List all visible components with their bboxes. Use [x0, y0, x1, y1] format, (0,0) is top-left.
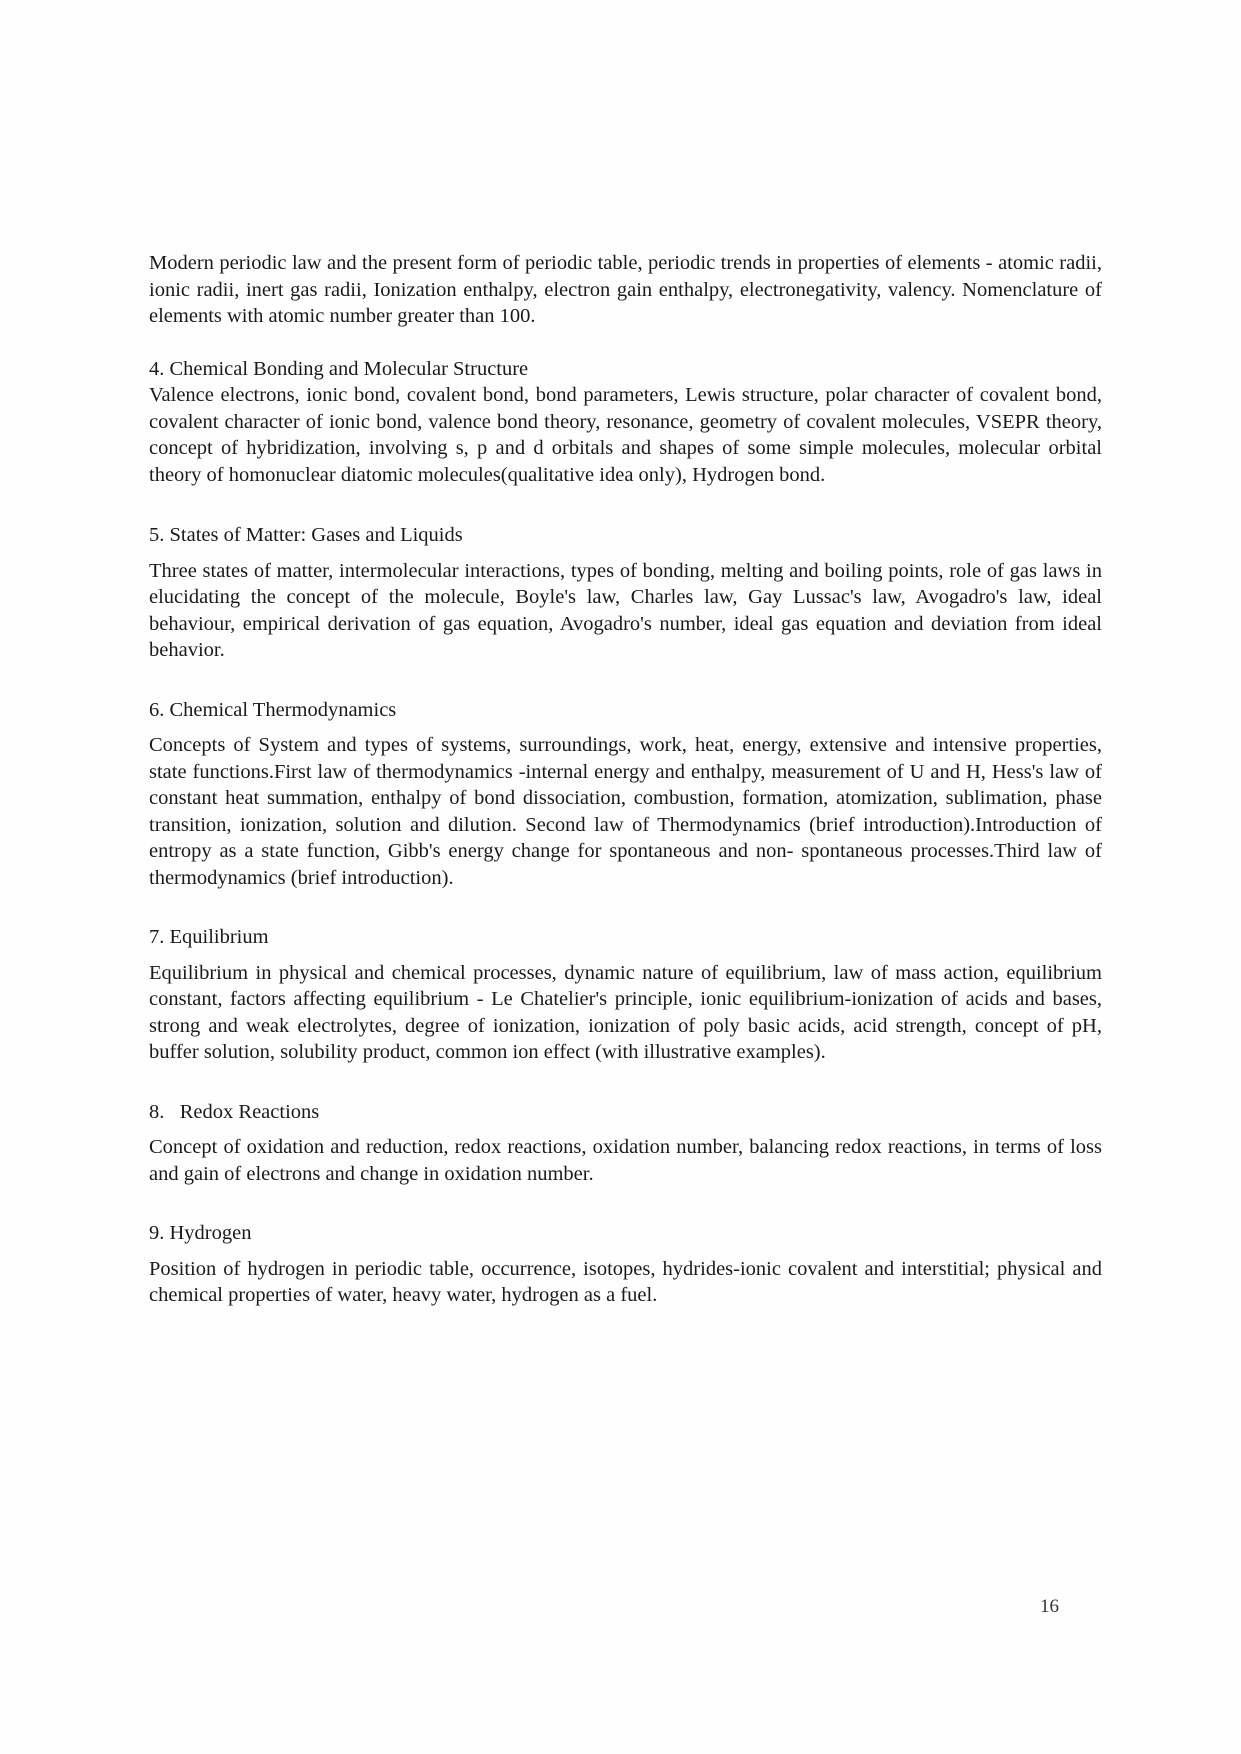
section-equilibrium [149, 924, 1102, 1066]
section-title: 8. Redox Reactions [149, 1100, 320, 1123]
page-number: 16 [1040, 1596, 1059, 1617]
section-title: 9. Hydrogen [149, 1222, 252, 1244]
section-thermodynamics [149, 697, 1102, 892]
section-title: 6. Chemical Thermodynamics [149, 698, 397, 721]
section-body: Equilibrium in physical and chemical processes, dynamic nature of equilibrium, law of mass action, equilibrium constant, factors affecting equilibrium - Le Chatelier's principle, ionic equilibrium-ionization of acids and bases, strong and weak electrolytes, degree of ionization, ionization of poly basic acids, acid strength, concept of pH, buffer solution, solubility product, common ion effect (with illustrative examples). [149, 961, 1102, 1063]
section-body: Three states of matter, intermolecular interactions, types of bonding, melting and boiling points, role of gas laws in elucidating the concept of the molecule, Boyle's law, Charles law, Gay Lussac's law, Avogadro's law, ideal behaviour, empirical derivation of gas equation, Avogadro's number, ideal gas equation and deviation from ideal behavior. [149, 559, 1102, 661]
section-states-of-matter [149, 522, 1102, 664]
section-title: 4. Chemical Bonding and Molecular Structure [149, 357, 529, 380]
section-body: Concept of oxidation and reduction, redox reactions, oxidation number, balancing redox reactions, in terms of loss and gain of electrons and change in oxidation number. [149, 1136, 1102, 1185]
section-title: 7. Equilibrium [149, 926, 269, 948]
section-body: Concepts of System and types of systems, surroundings, work, heat, energy, extensive and intensive properties, state functions.First law of thermodynamics -internal energy and enthalpy, measurement of U and H, Hess's law of constant heat summation, enthalpy of bond dissociation, combustion, formation, atomization, sublimation, phase transition, ionization, solution and dilution. Second law of Thermodynamics (brief introduction).Introduction of entropy as a state function, Gibb's energy change for spontaneous and non- spontaneous processes.Third law of thermodynamics (brief introduction). [149, 734, 1102, 889]
section-chemical-bonding [149, 356, 1102, 489]
section-hydrogen [149, 1220, 1102, 1309]
section-title: 5. States of Matter: Gases and Liquids [149, 524, 463, 546]
section-redox-reactions [149, 1099, 1102, 1188]
section-body: Position of hydrogen in periodic table, occurrence, isotopes, hydrides-ionic covalent and interstitial; physical and chemical properties of water, heavy water, hydrogen as a fuel. [149, 1257, 1102, 1306]
intro-paragraph: Modern periodic law and the present form of periodic table, periodic trends in properties of elements - atomic radii, ionic radii, inert gas radii, Ionization enthalpy, electron gain enthalpy, electronegativity, valency. Nomenclature of elements with atomic number greater than 100. [149, 252, 1102, 327]
section-body: Valence electrons, ionic bond, covalent bond, bond parameters, Lewis structure, polar character of covalent bond, covalent character of ionic bond, valence bond theory, resonance, geometry of covalent molecules, VSEPR theory, concept of hybridization, involving s, p and d orbitals and shapes of some simple molecules, molecular orbital theory of homonuclear diatomic molecules(qualitative idea only), Hydrogen bond. [149, 384, 1102, 486]
page-content [149, 250, 1102, 1309]
